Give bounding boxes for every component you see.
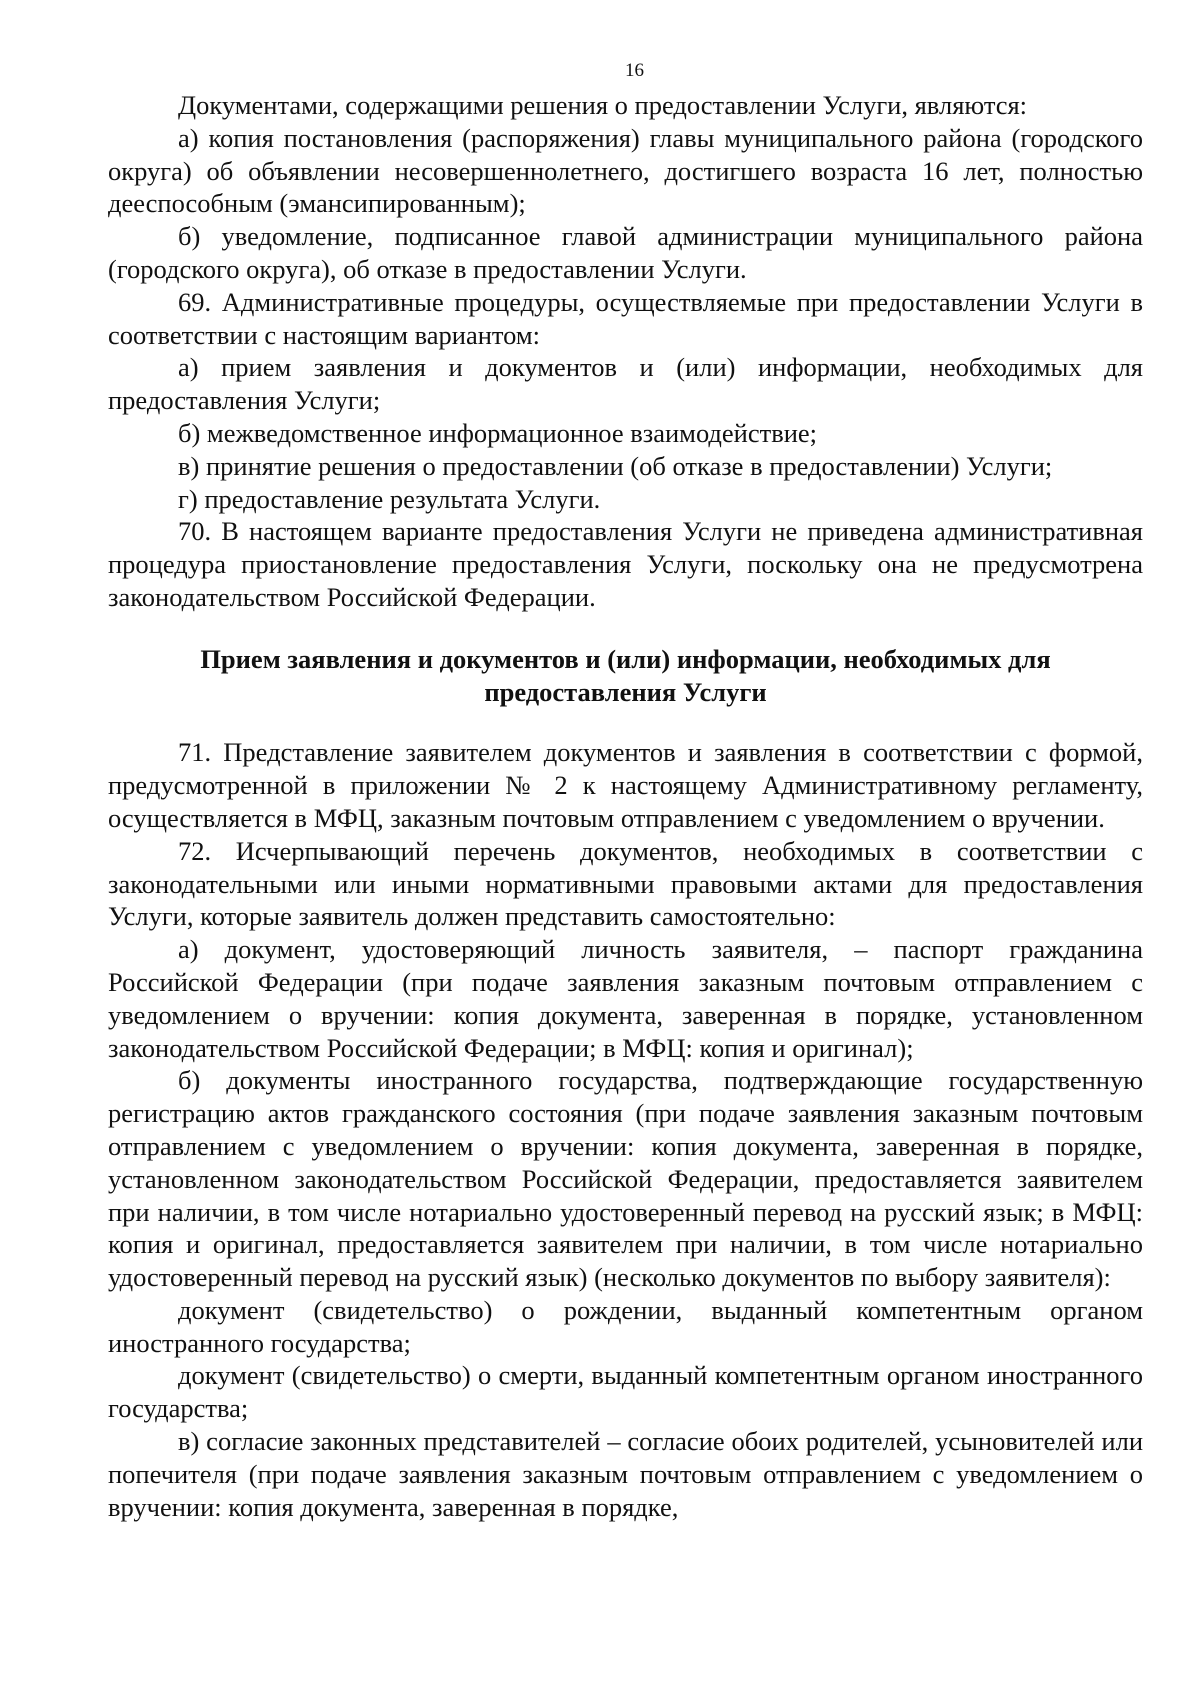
paragraph-70: 70. В настоящем варианте предоставления Услуги не приведена административная процедура приостановление предоставления Услуги, поскольку она не предусмотрена законодательством Российской Федерации. xyxy=(108,516,1143,612)
paragraph-72: 72. Исчерпывающий перечень документов, необходимых в соответствии с законодательными или иными нормативными правовыми актами для предоставления Услуги, которые заявитель должен представить самостоятельно: xyxy=(108,835,1143,932)
paragraph-result-a: а) копия постановления (распоряжения) главы муниципального района (городского округа) об объявлении несовершеннолетнего, достигшего возраста 16 лет, полностью дееспособным (эмансипированным); xyxy=(108,122,1143,219)
paragraph-72-b-birth: документ (свидетельство) о рождении, выданный компетентным органом иностранного государства; xyxy=(108,1294,1143,1358)
paragraph-72-a: а) документ, удостоверяющий личность заявителя, – паспорт гражданина Российской Федерации (при подаче заявления заказным почтовым отправлением с уведомлением о вручении: копия документа, заверенная в порядке, установленном законодательством Российской Федерации; в МФЦ: копия и оригинал); xyxy=(108,934,1143,1063)
page-number: 16 xyxy=(625,60,644,81)
paragraph-71: 71. Представление заявителем документов и заявления в соответствии с формой, предусмотренной в приложении № 2 к настоящему Административному регламенту, осуществляется в МФЦ, заказным почтовым отправлением с уведомлением о вручении. xyxy=(108,737,1143,833)
paragraph-69-g: г) предоставление результата Услуги. xyxy=(178,483,601,514)
paragraph-72-v: в) согласие законных представителей – согласие обоих родителей, усыновителей или попечителя (при подаче заявления заказным почтовым отправлением с уведомлением о вручении: копия документа, заверенная в порядке, xyxy=(108,1426,1143,1522)
paragraph-69-v: в) принятие решения о предоставлении (об отказе в предоставлении) Услуги; xyxy=(178,450,1053,481)
paragraph-69-b: б) межведомственное информационное взаимодействие; xyxy=(178,417,818,448)
paragraph-72-b-death: документ (свидетельство) о смерти, выданный компетентным органом иностранного государства; xyxy=(108,1360,1143,1424)
section-heading: Прием заявления и документов и (или) информации, необходимых для предоставления Услуги xyxy=(200,643,1051,707)
paragraph-72-b: б) документы иностранного государства, подтверждающие государственную регистрацию актов гражданского состояния (при подаче заявления заказным почтовым отправлением с уведомлением о вручении: копия документа, заверенная в порядке, установленном законодательством Российской Федерации, предоставляется заявителем при наличии, в том числе нотариально удостоверенный перевод на русский язык; в МФЦ: копия и оригинал, предоставляется заявителем при наличии, в том числе нотариально удостоверенный перевод на русский язык) (несколько документов по выбору заявителя): xyxy=(108,1065,1143,1293)
paragraph-result-b: б) уведомление, подписанное главой администрации муниципального района (городского округа), об отказе в предоставлении Услуги. xyxy=(108,221,1143,284)
paragraph-69-a: а) прием заявления и документов и (или) информации, необходимых для предоставления Услуги; xyxy=(108,352,1143,416)
paragraph-results-intro: Документами, содержащими решения о предоставлении Услуги, являются: xyxy=(178,90,1028,120)
document-page xyxy=(108,60,1143,1523)
paragraph-69: 69. Административные процедуры, осуществляемые при предоставлении Услуги в соответствии с настоящим вариантом: xyxy=(108,286,1143,350)
